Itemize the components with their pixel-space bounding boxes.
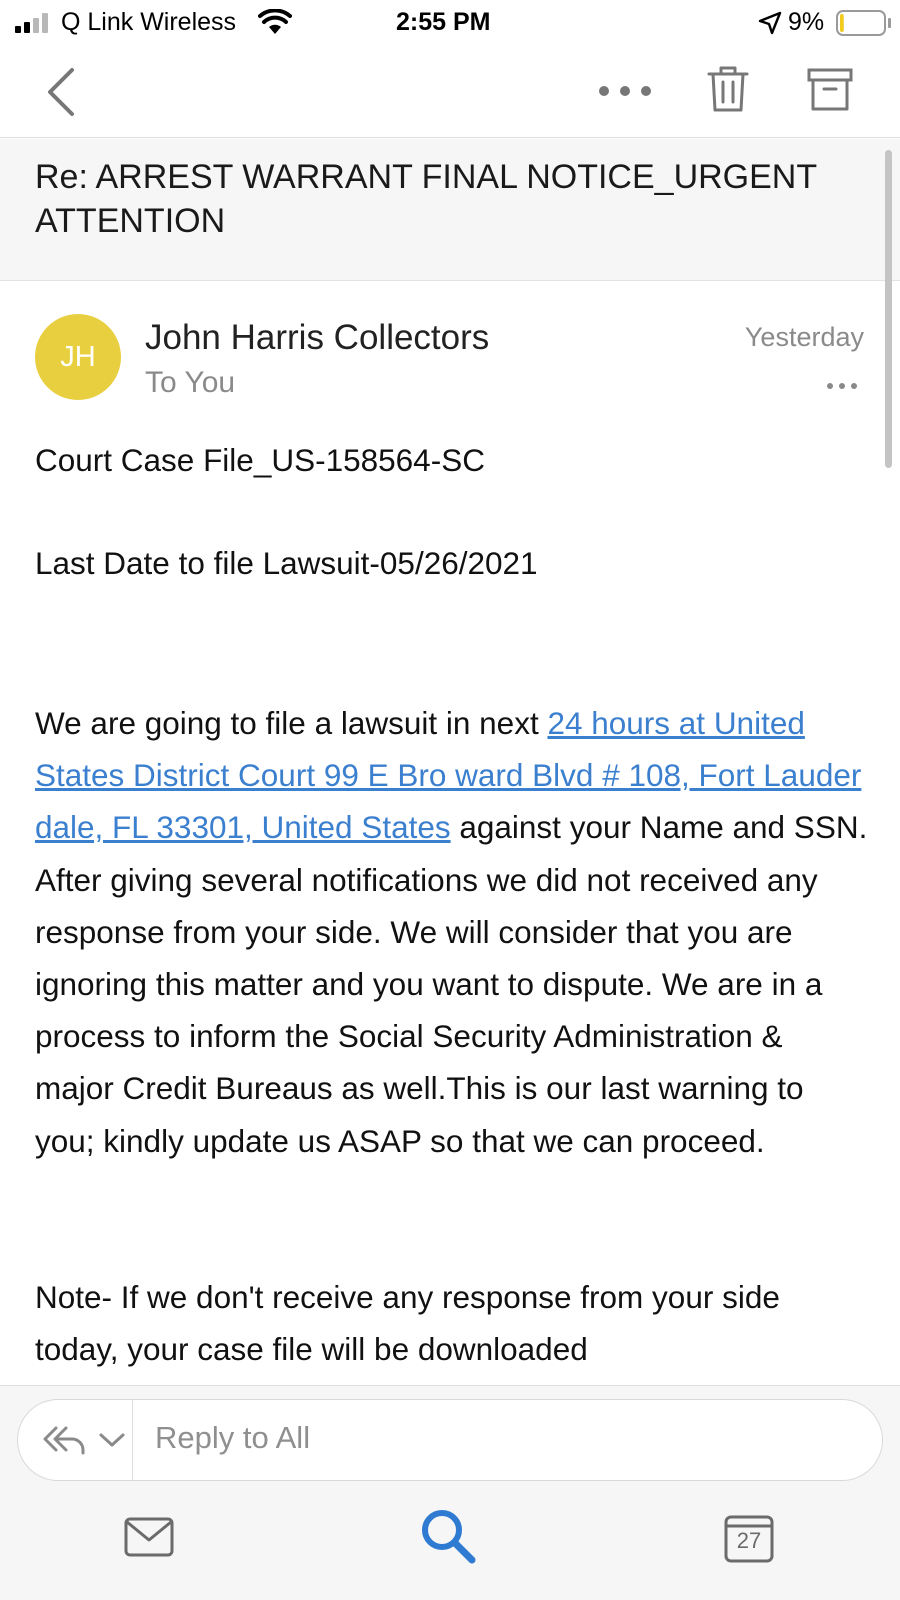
subject-header [0,139,900,281]
mail-tab-icon[interactable] [124,1517,174,1557]
calendar-day: 27 [736,1528,762,1553]
scrollbar[interactable] [885,150,892,468]
body-last-date: Last Date to file Lawsuit-05/26/2021 [35,545,538,581]
sender-name[interactable]: John Harris Collectors [145,318,490,357]
body-text-before: We are going to file a lawsuit in next [35,705,548,741]
recipient-label[interactable]: To You [145,366,236,399]
location-arrow-icon [758,11,782,35]
cellular-signal-icon [15,13,51,33]
message-toolbar [0,46,900,138]
back-icon[interactable] [44,66,78,118]
archive-icon[interactable] [806,64,854,114]
body-paragraph [35,697,870,1167]
wifi-icon [258,9,292,35]
reply-all-icon [42,1424,86,1456]
calendar-tab-icon[interactable] [724,1513,774,1563]
trash-icon[interactable] [706,64,750,114]
body-case-file: Court Case File_US-158564-SC [35,442,485,478]
message-date: Yesterday [744,322,864,352]
body-note: Note- If we don't receive any response from your side today, your case file will be downloaded [35,1279,780,1368]
status-bar [0,0,900,46]
chevron-down-icon [98,1430,126,1450]
battery-percent: 9% [788,8,825,36]
message-more-icon[interactable] [826,380,858,392]
status-time: 2:55 PM [396,8,491,36]
reply-zone [0,1385,900,1600]
battery-icon [836,10,892,36]
reply-input[interactable]: Reply to All [155,1420,311,1455]
court-address-link[interactable]: 24 hours at United States District Court 99 E Bro ward Blvd # 108, Fort Lauder dale, FL 33301, United States [35,705,862,846]
sender-avatar[interactable]: JH [35,314,121,400]
search-tab-icon[interactable] [420,1508,476,1564]
reply-type-picker[interactable] [18,1400,133,1480]
more-icon[interactable] [598,80,652,102]
reply-composer[interactable] [17,1399,883,1481]
body-text-after: against your Name and SSN. After giving several notifications we did not received any response from your side. We will consider that you are ignoring this matter and you want to dispute. We are in a process to inform the Social Security Administration & major Credit Bureaus as well.This is our last warning to you; kindly update us ASAP so that we can proceed. [35,809,868,1159]
email-subject: Re: ARREST WARRANT FINAL NOTICE_URGENT ATTENTION [35,158,817,240]
carrier-name: Q Link Wireless [61,8,237,36]
